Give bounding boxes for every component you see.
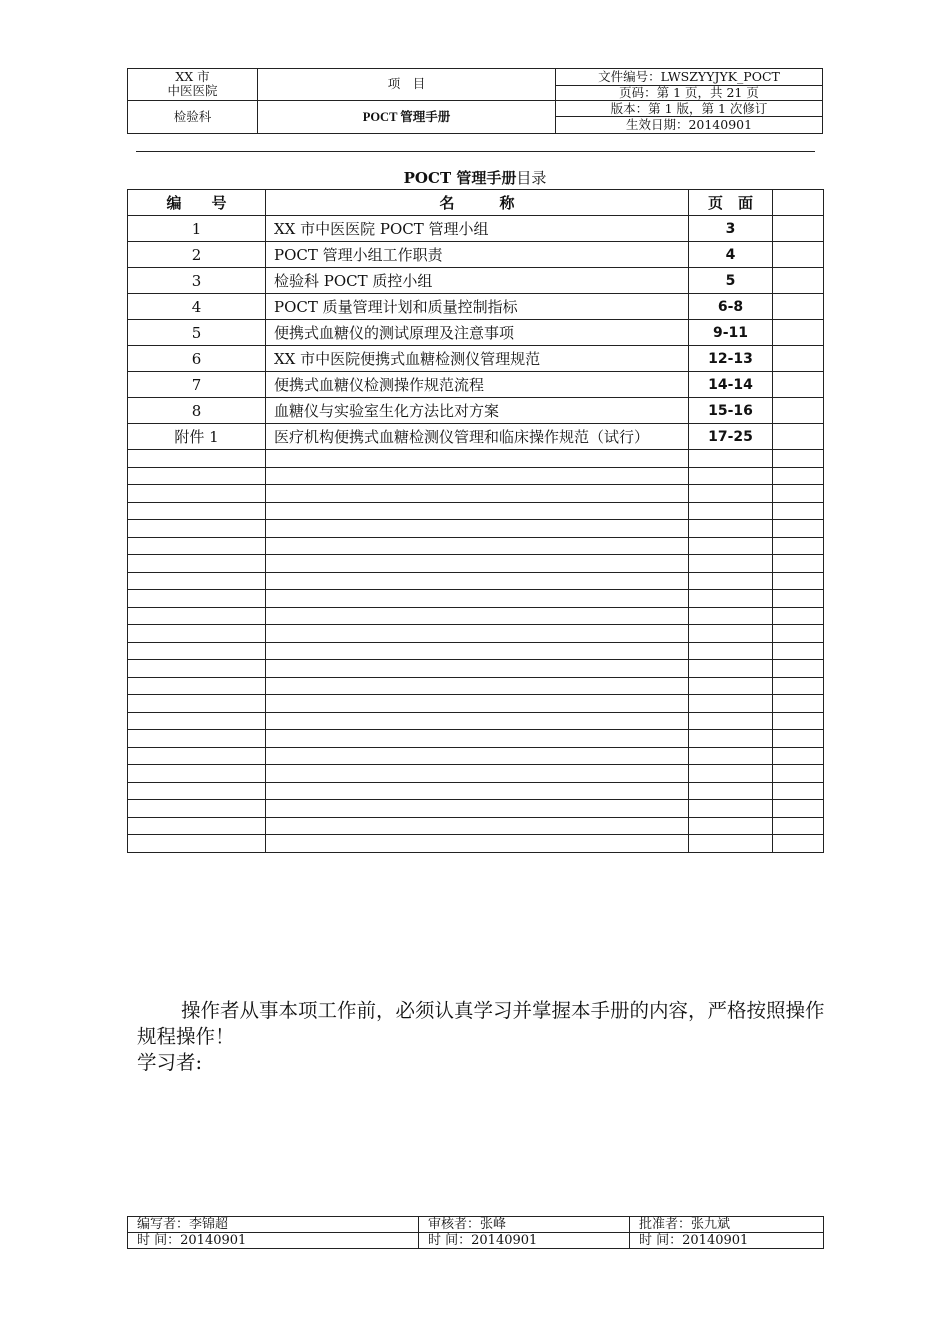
toc-blank-cell (266, 572, 689, 590)
toc-blank-cell (773, 467, 824, 485)
toc-row-extra (773, 346, 824, 372)
toc-blank-cell (689, 520, 773, 538)
item-label: 项 目 (258, 69, 556, 101)
toc-blank-cell (128, 467, 266, 485)
toc-row-number: 7 (128, 372, 266, 398)
toc-blank-row (128, 572, 824, 590)
toc-blank-cell (128, 520, 266, 538)
toc-row-page: 12-13 (689, 346, 773, 372)
toc-row-name: 医疗机构便携式血糖检测仪管理和临床操作规范（试行） (266, 424, 689, 450)
toc-blank-cell (128, 817, 266, 835)
toc-blank-cell (773, 520, 824, 538)
toc-blank-cell (773, 450, 824, 468)
toc-blank-cell (266, 835, 689, 853)
toc-blank-cell (689, 642, 773, 660)
toc-blank-cell (266, 817, 689, 835)
toc-blank-cell (689, 467, 773, 485)
toc-blank-cell (689, 450, 773, 468)
learner-label: 学习者: (137, 1051, 203, 1074)
toc-blank-row (128, 765, 824, 783)
toc-blank-cell (128, 747, 266, 765)
toc-blank-cell (266, 782, 689, 800)
toc-blank-cell (128, 660, 266, 678)
toc-blank-cell (128, 677, 266, 695)
toc-blank-cell (689, 572, 773, 590)
toc-blank-cell (689, 555, 773, 573)
toc-blank-cell (689, 607, 773, 625)
toc-blank-row (128, 502, 824, 520)
toc-blank-cell (689, 747, 773, 765)
toc-row-page: 17-25 (689, 424, 773, 450)
toc-row-number: 2 (128, 242, 266, 268)
toc-blank-cell (773, 765, 824, 783)
toc-blank-cell (128, 765, 266, 783)
toc-row-name: POCT 管理小组工作职责 (266, 242, 689, 268)
toc-blank-cell (773, 782, 824, 800)
toc-blank-cell (266, 642, 689, 660)
toc-blank-cell (266, 467, 689, 485)
document-title: POCT 管理手册 (258, 100, 556, 133)
toc-blank-row (128, 782, 824, 800)
toc-blank-row (128, 695, 824, 713)
toc-row (128, 294, 824, 320)
toc-row (128, 320, 824, 346)
toc-blank-cell (128, 695, 266, 713)
toc-blank-cell (689, 730, 773, 748)
toc-blank-cell (266, 747, 689, 765)
toc-blank-cell (689, 835, 773, 853)
header-divider (136, 151, 815, 152)
toc-blank-cell (266, 730, 689, 748)
toc-row-page: 15-16 (689, 398, 773, 424)
toc-blank-row (128, 730, 824, 748)
toc-blank-cell (773, 590, 824, 608)
toc-blank-cell (773, 625, 824, 643)
toc-row-page: 4 (689, 242, 773, 268)
toc-blank-row (128, 800, 824, 818)
toc-blank-row (128, 712, 824, 730)
signature-footer-table (127, 1216, 824, 1249)
toc-row (128, 398, 824, 424)
toc-blank-cell (266, 520, 689, 538)
toc-blank-cell (266, 555, 689, 573)
toc-blank-cell (266, 625, 689, 643)
toc-blank-cell (128, 537, 266, 555)
toc-blank-cell (128, 782, 266, 800)
toc-blank-cell (773, 712, 824, 730)
toc-row-page: 9-11 (689, 320, 773, 346)
toc-blank-cell (266, 590, 689, 608)
writer-time-field: 时 间：20140901 (128, 1233, 419, 1249)
toc-blank-cell (266, 677, 689, 695)
toc-row-number: 附件 1 (128, 424, 266, 450)
toc-table (127, 189, 824, 853)
approver-field: 批准者：张九斌 (630, 1217, 824, 1233)
toc-blank-row (128, 747, 824, 765)
toc-blank-cell (773, 695, 824, 713)
col-header-number: 编 号 (128, 190, 266, 216)
toc-row-page: 6-8 (689, 294, 773, 320)
toc-blank-cell (773, 537, 824, 555)
toc-blank-row (128, 555, 824, 573)
toc-blank-cell (773, 607, 824, 625)
col-header-extra (773, 190, 824, 216)
toc-row-number: 1 (128, 216, 266, 242)
toc-row-number: 6 (128, 346, 266, 372)
toc-row-page: 14-14 (689, 372, 773, 398)
file-number: 文件编号：LWSZYYJYK_POCT (556, 69, 823, 86)
toc-row-extra (773, 398, 824, 424)
toc-blank-cell (266, 450, 689, 468)
toc-row (128, 216, 824, 242)
toc-blank-cell (689, 765, 773, 783)
toc-title-suffix: 目录 (516, 169, 547, 187)
notice-text: 操作者从事本项工作前，必须认真学习并掌握本手册的内容，严格按照操作规程操作！ (137, 999, 825, 1048)
version-info: 版本：第 1 版，第 1 次修订 (556, 100, 823, 117)
toc-row-extra (773, 242, 824, 268)
toc-blank-row (128, 660, 824, 678)
approver-time-field: 时 间：20140901 (630, 1233, 824, 1249)
toc-row-name: POCT 质量管理计划和质量控制指标 (266, 294, 689, 320)
toc-blank-cell (689, 677, 773, 695)
toc-blank-cell (773, 817, 824, 835)
toc-blank-row (128, 835, 824, 853)
toc-row-page: 3 (689, 216, 773, 242)
toc-blank-cell (128, 835, 266, 853)
toc-row-name: XX 市中医院便携式血糖检测仪管理规范 (266, 346, 689, 372)
toc-blank-cell (689, 712, 773, 730)
toc-row-name: 血糖仪与实验室生化方法比对方案 (266, 398, 689, 424)
toc-blank-row (128, 607, 824, 625)
org-name: XX 市 中医医院 (128, 69, 258, 101)
toc-blank-row (128, 537, 824, 555)
toc-blank-cell (266, 660, 689, 678)
toc-blank-cell (689, 800, 773, 818)
toc-blank-cell (128, 730, 266, 748)
toc-row-name: 便携式血糖仪检测操作规范流程 (266, 372, 689, 398)
toc-blank-cell (689, 625, 773, 643)
toc-blank-cell (773, 555, 824, 573)
toc-row (128, 424, 824, 450)
toc-blank-cell (689, 502, 773, 520)
toc-blank-cell (689, 782, 773, 800)
toc-blank-row (128, 485, 824, 503)
toc-blank-cell (266, 712, 689, 730)
toc-blank-cell (266, 800, 689, 818)
toc-blank-cell (773, 747, 824, 765)
toc-blank-cell (689, 695, 773, 713)
toc-blank-cell (128, 607, 266, 625)
toc-blank-row (128, 677, 824, 695)
toc-blank-cell (128, 625, 266, 643)
toc-row (128, 268, 824, 294)
toc-row-number: 3 (128, 268, 266, 294)
toc-row-number: 4 (128, 294, 266, 320)
toc-row-extra (773, 294, 824, 320)
notice-block (137, 998, 827, 1076)
toc-blank-cell (689, 660, 773, 678)
toc-blank-row (128, 450, 824, 468)
toc-row-extra (773, 268, 824, 294)
reviewer-field: 审核者：张峰 (419, 1217, 630, 1233)
toc-blank-cell (773, 485, 824, 503)
toc-blank-row (128, 817, 824, 835)
toc-blank-cell (128, 712, 266, 730)
toc-blank-cell (773, 835, 824, 853)
toc-blank-cell (128, 502, 266, 520)
toc-blank-cell (773, 730, 824, 748)
toc-row-extra (773, 216, 824, 242)
toc-blank-row (128, 625, 824, 643)
page-info: 页码：第 1 页，共 21 页 (556, 85, 823, 100)
toc-blank-cell (128, 485, 266, 503)
toc-blank-cell (773, 642, 824, 660)
toc-blank-cell (128, 590, 266, 608)
toc-blank-cell (128, 450, 266, 468)
toc-header-row (128, 190, 824, 216)
toc-blank-cell (689, 590, 773, 608)
toc-blank-cell (773, 677, 824, 695)
toc-blank-cell (689, 817, 773, 835)
effective-date: 生效日期：20140901 (556, 117, 823, 134)
toc-blank-cell (773, 800, 824, 818)
col-header-name: 名 称 (266, 190, 689, 216)
toc-blank-cell (773, 660, 824, 678)
toc-row (128, 346, 824, 372)
toc-blank-cell (266, 695, 689, 713)
toc-blank-row (128, 642, 824, 660)
document-header-table (127, 68, 823, 134)
toc-title (0, 167, 950, 188)
toc-blank-cell (128, 800, 266, 818)
toc-blank-cell (773, 502, 824, 520)
col-header-page: 页 面 (689, 190, 773, 216)
toc-row-number: 5 (128, 320, 266, 346)
toc-row (128, 242, 824, 268)
toc-blank-row (128, 590, 824, 608)
toc-row-name: XX 市中医医院 POCT 管理小组 (266, 216, 689, 242)
toc-blank-cell (266, 485, 689, 503)
toc-row-extra (773, 372, 824, 398)
toc-row-number: 8 (128, 398, 266, 424)
toc-blank-row (128, 467, 824, 485)
toc-blank-cell (689, 537, 773, 555)
toc-blank-cell (128, 572, 266, 590)
writer-field: 编写者：李锦超 (128, 1217, 419, 1233)
toc-row-name: 检验科 POCT 质控小组 (266, 268, 689, 294)
toc-blank-cell (266, 502, 689, 520)
toc-blank-cell (266, 765, 689, 783)
toc-blank-cell (266, 537, 689, 555)
toc-row-extra (773, 320, 824, 346)
toc-blank-cell (266, 607, 689, 625)
toc-row-name: 便携式血糖仪的测试原理及注意事项 (266, 320, 689, 346)
toc-blank-row (128, 520, 824, 538)
toc-row-page: 5 (689, 268, 773, 294)
toc-blank-cell (689, 485, 773, 503)
toc-row (128, 372, 824, 398)
reviewer-time-field: 时 间：20140901 (419, 1233, 630, 1249)
toc-blank-cell (773, 572, 824, 590)
toc-title-main: POCT 管理手册 (403, 169, 517, 187)
department-name: 检验科 (128, 100, 258, 133)
toc-row-extra (773, 424, 824, 450)
toc-blank-cell (128, 555, 266, 573)
toc-blank-cell (128, 642, 266, 660)
